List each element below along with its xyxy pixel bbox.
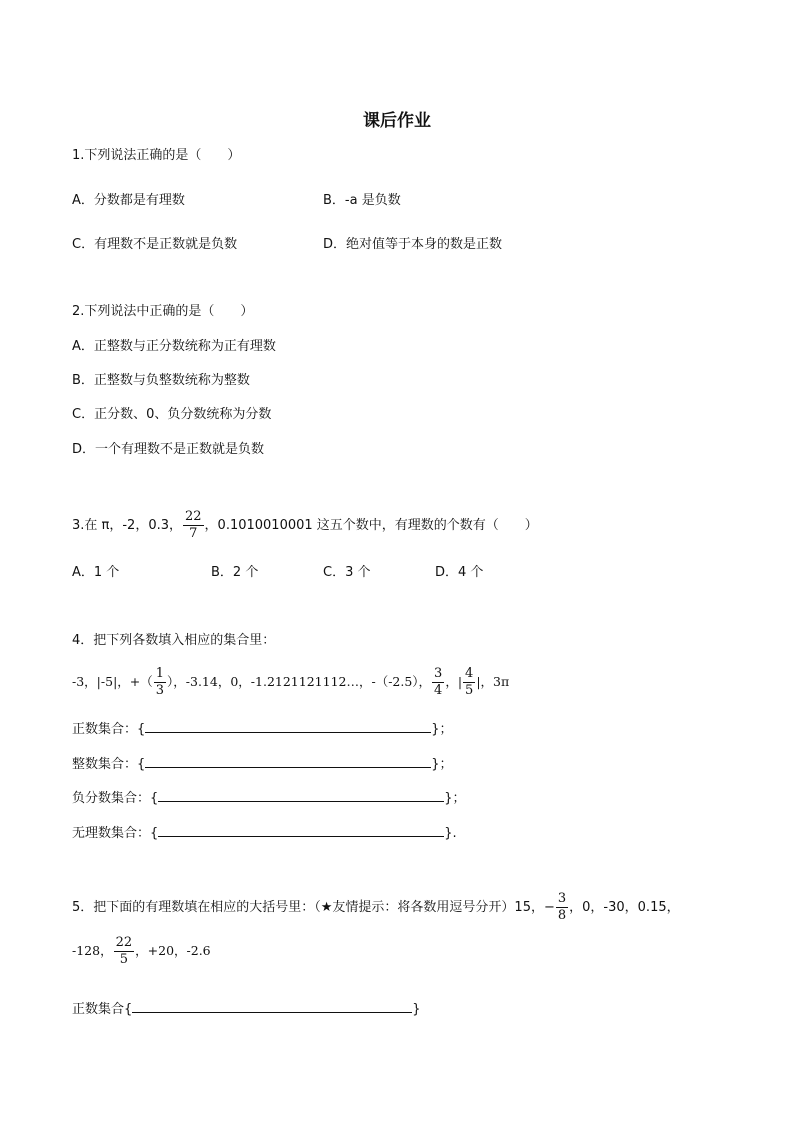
answer-blank[interactable] <box>145 755 431 768</box>
set-label: 无理数集合：{ <box>72 826 159 841</box>
fraction-denominator: 5 <box>465 683 474 698</box>
set-end: }. <box>444 826 457 841</box>
q3-option-a: A．1 个 <box>72 565 120 580</box>
fraction-3-8 <box>556 891 568 924</box>
fraction-numerator: 1 <box>155 666 165 681</box>
q1-stem: 1.下列说法正确的是（ ） <box>72 148 241 163</box>
q3-stem-pre: 3.在 π，-2，0.3， <box>72 518 182 533</box>
q4-list-part-1: -3，|-5|，+（ <box>72 674 153 689</box>
q3-option-d: D．4 个 <box>435 565 484 580</box>
fraction-numerator: 22 <box>115 935 133 950</box>
fraction-numerator: 3 <box>557 891 567 906</box>
answer-blank[interactable] <box>132 1000 412 1013</box>
q5-positive-set-line <box>72 1000 421 1019</box>
fraction-denominator: 3 <box>155 683 165 698</box>
positive-set-line <box>72 720 453 739</box>
q5-number-list <box>72 933 211 969</box>
set-label: 整数集合：{ <box>72 757 146 772</box>
fraction-denominator: 4 <box>434 683 443 698</box>
integer-set-line <box>72 755 453 774</box>
q2-option-a: A．正整数与正分数统称为正有理数 <box>72 339 276 354</box>
set-end: }； <box>431 757 453 772</box>
q4-list-part-3: ，| <box>445 674 463 689</box>
minus-sign: − <box>543 900 555 915</box>
fraction-numerator: 22 <box>185 509 202 524</box>
fraction-numerator: 4 <box>465 666 474 681</box>
q1-option-b: B．-a 是负数 <box>323 193 401 208</box>
fraction-numerator: 3 <box>434 666 443 681</box>
q1-option-d: D．绝对值等于本身的数是正数 <box>323 237 503 252</box>
q4-list-part-2: ），-3.14，0，-1.2121121112…，-（-2.5）， <box>167 674 432 689</box>
set-end: } <box>412 1002 421 1017</box>
answer-blank[interactable] <box>158 789 444 802</box>
q5-stem-pre: 5．把下面的有理数填在相应的大括号里：（★友情提示：将各数用逗号分开）15， <box>72 900 544 915</box>
fraction-3-4 <box>432 666 444 699</box>
q5-line2-post: ，+20，-2.6 <box>135 943 211 958</box>
q3-option-b: B．2 个 <box>211 565 259 580</box>
set-label: 正数集合：{ <box>72 722 146 737</box>
fraction-denominator: 7 <box>189 526 198 541</box>
q4-list-part-4: |，3π <box>476 674 510 689</box>
q5-stem <box>72 890 680 926</box>
q5-line2-pre: -128， <box>72 943 113 958</box>
q1-option-c: C．有理数不是正数就是负数 <box>72 237 238 252</box>
fraction-denominator: 5 <box>119 952 128 967</box>
answer-blank[interactable] <box>145 720 431 733</box>
fraction-denominator: 8 <box>557 908 567 923</box>
irrational-set-line <box>72 824 457 843</box>
q2-option-b: B．正整数与负整数统称为整数 <box>72 373 250 388</box>
fraction-4-5 <box>463 666 475 699</box>
set-label: 负分数集合：{ <box>72 791 159 806</box>
q4-stem: 4．把下列各数填入相应的集合里： <box>72 633 276 648</box>
q4-number-list <box>72 664 509 700</box>
q5-stem-post: ，0，-30，0.15， <box>569 900 680 915</box>
q2-option-c: C．正分数、0、负分数统称为分数 <box>72 407 272 422</box>
q2-option-d: D．一个有理数不是正数就是负数 <box>72 442 265 457</box>
q3-stem <box>72 508 538 544</box>
fraction-22-7 <box>183 509 204 542</box>
page-title: 课后作业 <box>363 111 431 131</box>
set-end: }； <box>431 722 453 737</box>
set-label: 正数集合{ <box>72 1002 133 1017</box>
fraction-1-3 <box>154 666 166 699</box>
q1-option-a: A．分数都是有理数 <box>72 193 185 208</box>
q2-stem: 2.下列说法中正确的是（ ） <box>72 304 254 319</box>
fraction-22-5 <box>114 935 135 968</box>
set-end: }； <box>444 791 466 806</box>
answer-blank[interactable] <box>158 824 444 837</box>
q3-stem-post: ，0.1010010001 这五个数中，有理数的个数有（ ） <box>204 518 538 533</box>
negative-fraction-set-line <box>72 789 466 808</box>
q3-option-c: C．3 个 <box>323 565 371 580</box>
